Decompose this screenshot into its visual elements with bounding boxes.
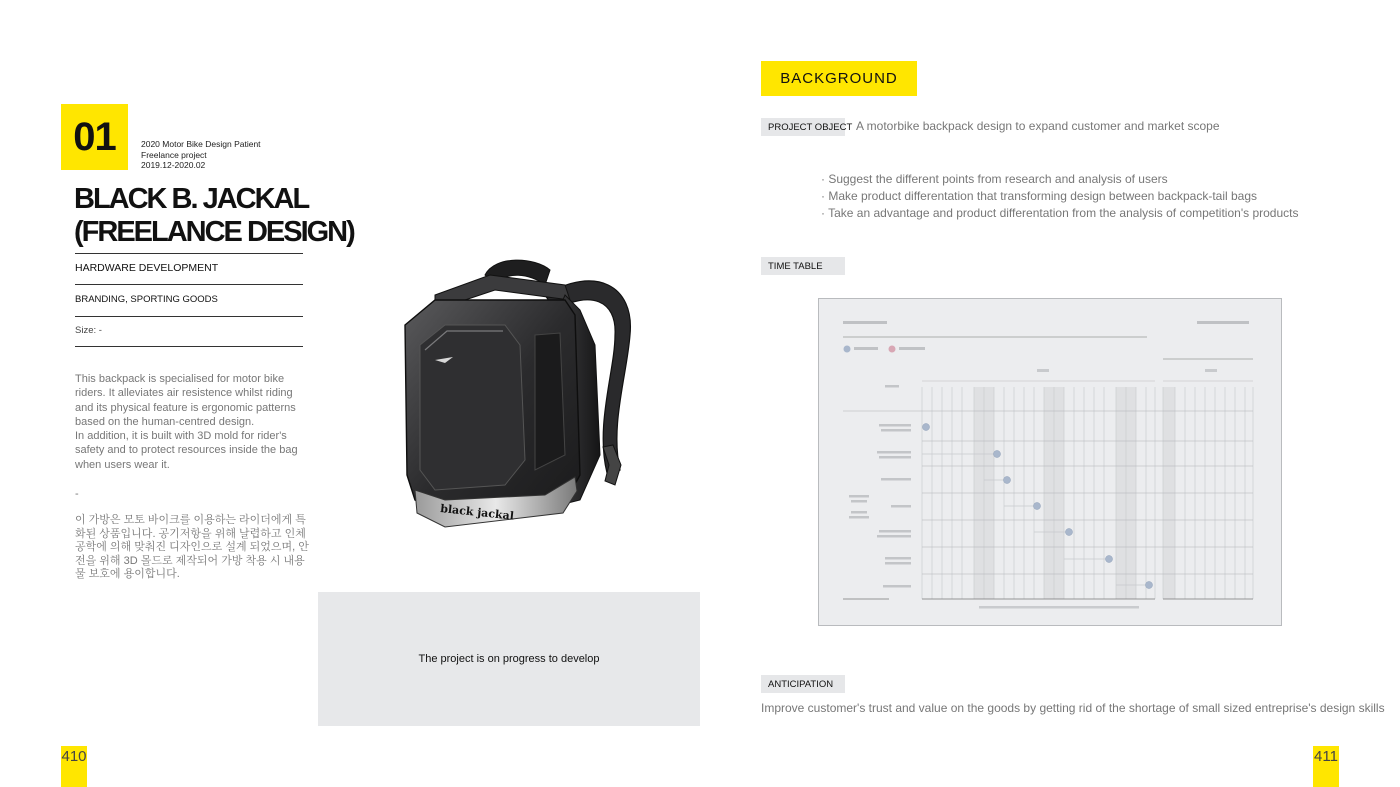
description-korean: 이 가방은 모토 바이크를 이용하는 라이더에게 특화된 상품입니다. 공기저항을 위해 날렵하고 인체공학에 의해 맞춰진 디자인으로 설계 되었으며, 안전을 위해 3D 몰드로 제작되어 가방 착용 시 내용물 보호에 용이합니다. [75, 514, 309, 581]
progress-note: The project is on progress to develop [418, 653, 600, 665]
front-panel [420, 325, 525, 490]
divider [75, 284, 303, 285]
project-object-text: A motorbike backpack design to expand customer and market scope [856, 119, 1220, 133]
background-heading: BACKGROUND [761, 61, 917, 96]
anticipation-text: Improve customer's trust and value on the goods by getting rid of the shortage of small sized entreprise's design skills [761, 701, 1385, 715]
time-table-chart [818, 298, 1282, 626]
progress-note-box [318, 592, 700, 726]
page-number-right: 411 [1313, 746, 1339, 787]
bullet-item: · Take an advantage and product differentation from the analysis of competition's products [821, 205, 1299, 220]
divider [75, 316, 303, 317]
description-paragraph: In addition, it is built with 3D mold for rider's safety and to protect resources inside the bag when users wear it. [75, 430, 298, 471]
title-line: BLACK B. JACKAL [74, 183, 309, 215]
title-line: (FREELANCE DESIGN) [74, 216, 354, 248]
category-branding: BRANDING, SPORTING GOODS [75, 294, 218, 305]
meta-line: Freelance project [141, 149, 207, 160]
description-english [75, 372, 307, 472]
project-object-label: PROJECT OBJECT [761, 118, 845, 136]
meta-line: 2020 Motor Bike Design Patient [141, 139, 261, 149]
bullet-item: · Suggest the different points from research and analysis of users [821, 172, 1168, 186]
base-logo-text: black jackal [439, 502, 515, 523]
time-table-label: TIME TABLE [761, 257, 845, 275]
objective-bullets [821, 171, 1298, 221]
description-paragraph: This backpack is specialised for motor bike riders. It alleviates air resistence whilst riding and its physical feature is ergonomic patterns based on the human-centred design. [75, 373, 296, 428]
anticipation-label: ANTICIPATION [761, 675, 845, 693]
bullet-item: · Make product differentation that transforming design between backpack-tail bags [821, 188, 1258, 203]
page-number-left: 410 [61, 746, 87, 787]
separator: - [75, 488, 79, 500]
backpack-illustration [395, 255, 655, 540]
divider [75, 253, 303, 254]
category-hardware: HARDWARE DEVELOPMENT [75, 262, 219, 274]
gantt-graphic [819, 299, 1281, 625]
meta-line: 2019.12-2020.02 [141, 160, 206, 170]
project-title [74, 183, 354, 249]
side-vent [535, 333, 565, 470]
project-number-badge: 01 [61, 104, 128, 170]
project-meta [141, 139, 261, 171]
size-info: Size: - [75, 325, 102, 336]
divider [75, 346, 303, 347]
